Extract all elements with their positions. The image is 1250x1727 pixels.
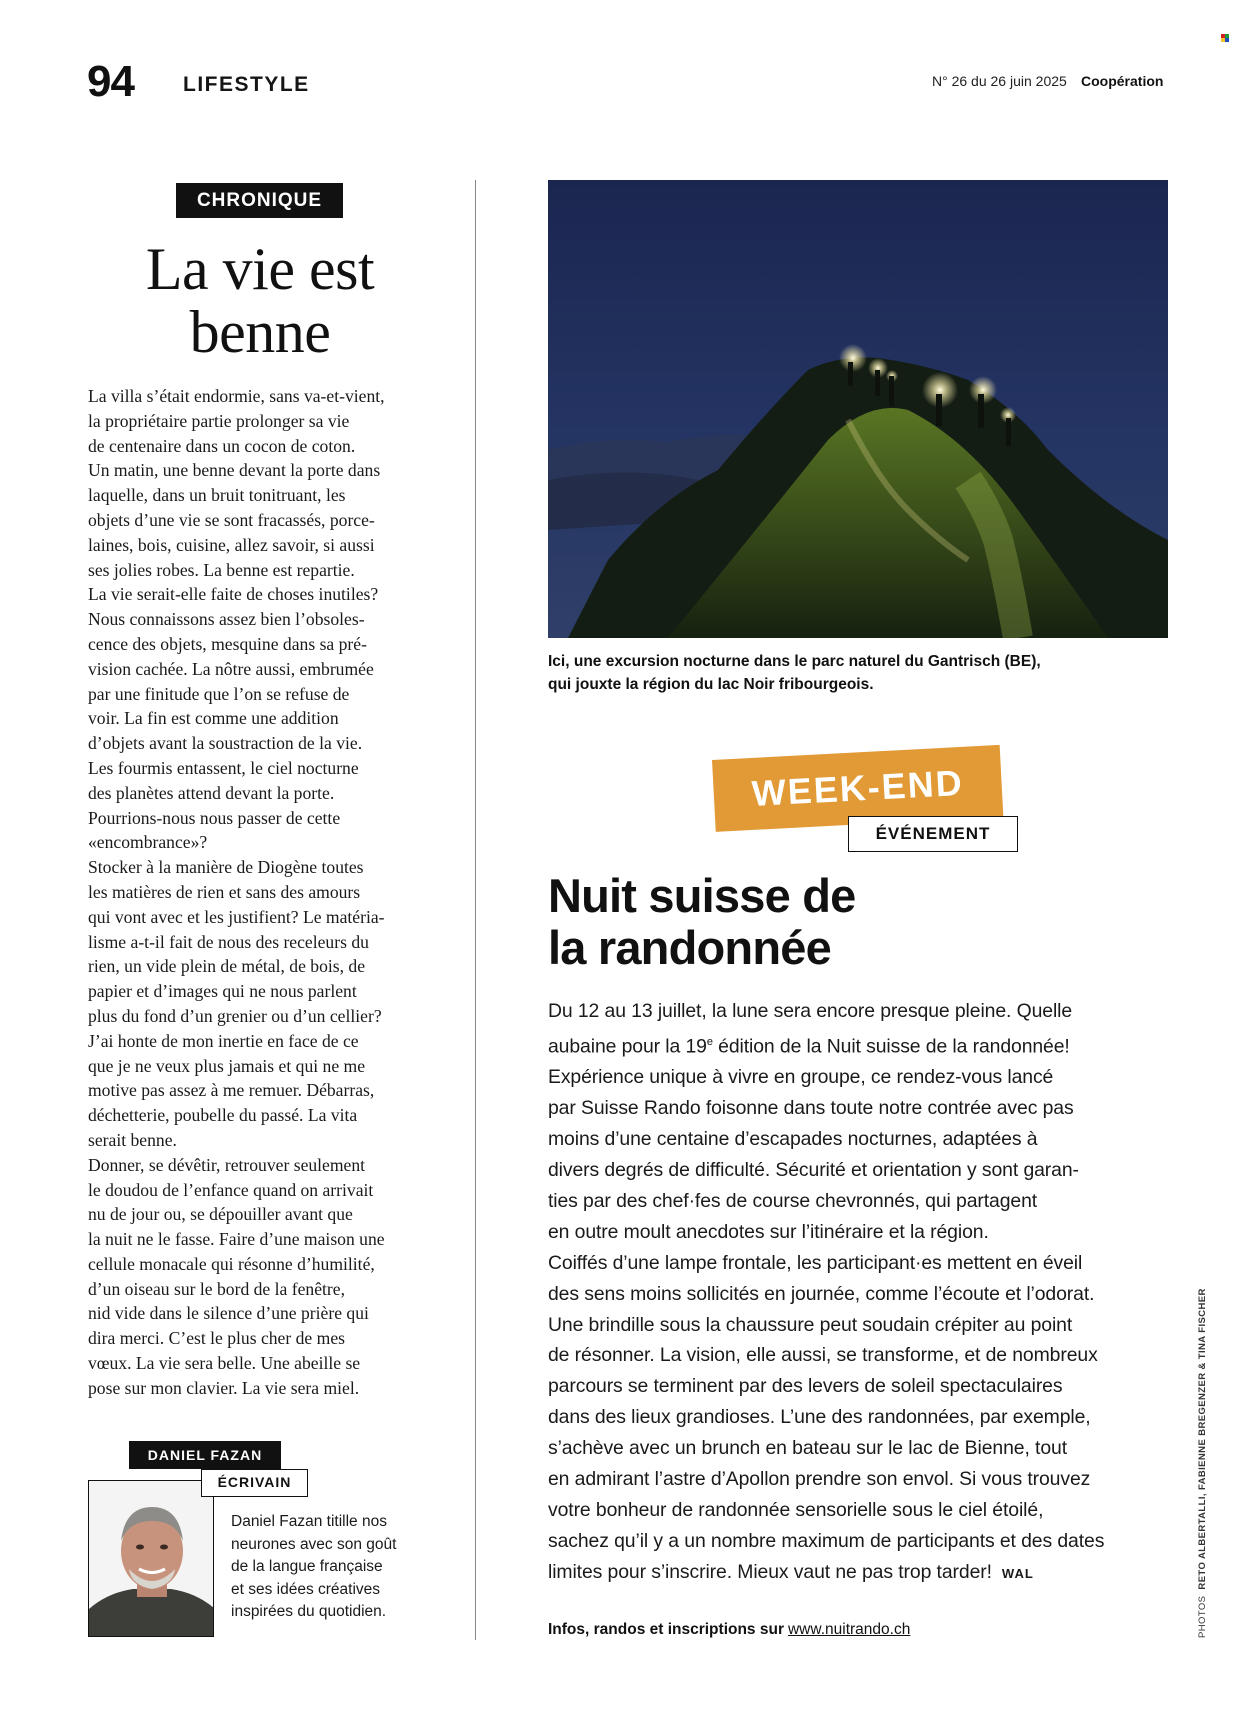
chronicle-body-line: déchetterie, poubelle du passé. La vita: [88, 1105, 358, 1126]
author-role: ÉCRIVAIN: [201, 1469, 308, 1497]
event-body-line: [548, 1557, 1168, 1588]
chronicle-body-line: plus du fond d’un grenier ou d’un cellier?: [88, 1005, 382, 1026]
chronicle-body-line: La villa s’était endormie, sans va-et-vient,: [88, 386, 385, 406]
infos-line: [548, 1622, 910, 1638]
event-body-line: dans des lieux grandioses. L’une des randonnées, par exemple,: [548, 1406, 1091, 1429]
section-name: LIFESTYLE: [183, 73, 310, 96]
night-hike-photo: [548, 180, 1168, 638]
event-body-line: moins d’une centaine d’escapades nocturnes, adaptées à: [548, 1128, 1038, 1151]
chronicle-body-line: J’ai honte de mon inertie en face de ce: [88, 1030, 359, 1051]
event-body-line: des sens moins sollicités en journée, comme l’écoute et l’odorat.: [548, 1282, 1095, 1305]
author-name: DANIEL FAZAN: [129, 1441, 281, 1469]
photo-caption-line: Ici, une excursion nocturne dans le parc naturel du Gantrisch (BE),: [548, 653, 1041, 670]
event-body-line: en outre moult anecdotes sur l’itinéraire et la région.: [548, 1220, 989, 1243]
chronicle-body-line: pose sur mon clavier. La vie sera miel.: [88, 1377, 360, 1398]
infos-link[interactable]: www.nuitrando.ch: [787, 1621, 911, 1638]
weekend-badge: WEEK-END: [712, 745, 1003, 832]
print-color-marks: [1221, 34, 1230, 42]
chronicle-body-line: nid vide dans le silence d’une prière qui: [88, 1303, 369, 1324]
event-body-line: Expérience unique à vivre en groupe, ce rendez-vous lancé: [548, 1066, 1054, 1089]
author-bio-line: de la langue française: [231, 1558, 383, 1576]
chronicle-body-line: La vie serait-elle faite de choses inutiles?: [88, 584, 379, 605]
event-body-line: Une brindille sous la chaussure peut soudain crépiter au point: [548, 1313, 1073, 1336]
chronicle-body-line: serait benne.: [88, 1129, 177, 1150]
chronicle-body-line: la nuit ne le fasse. Faire d’une maison une: [88, 1229, 385, 1250]
chronicle-body-line: Nous connaissons assez bien l’obsoles-: [88, 609, 365, 630]
night-hike-illustration: [548, 180, 1168, 638]
author-bio-line: inspirées du quotidien.: [231, 1603, 387, 1621]
chronicle-body-line: cellule monacale qui résonne d’humilité,: [88, 1253, 375, 1274]
chronicle-body-line: Stocker à la manière de Diogène toutes: [88, 857, 364, 878]
event-body-line: s’achève avec un brunch en bateau sur le lac de Bienne, tout: [548, 1437, 1067, 1460]
event-body-line: [548, 1027, 1168, 1062]
chronicle-body-line: qui vont avec et les justifient? Le matéria-: [88, 906, 385, 927]
author-bio-line: neurones avec son goût: [231, 1535, 397, 1553]
author-bio-line: Daniel Fazan titille nos: [231, 1513, 387, 1530]
page-number: 94: [87, 57, 134, 106]
chronicle-body-line: motive pas assez à me remuer. Débarras,: [88, 1080, 375, 1101]
chronicle-body-line: la propriétaire partie prolonger sa vie: [88, 410, 350, 431]
chronicle-body-line: Un matin, une benne devant la porte dans: [88, 460, 381, 481]
event-body-line: par Suisse Rando foisonne dans toute notre contrée avec pas: [548, 1097, 1074, 1120]
chronicle-body-line: par une finitude que l’on se refuse de: [88, 683, 350, 704]
chronicle-body-line: voir. La fin est comme une addition: [88, 708, 339, 729]
photo-caption: [548, 650, 1168, 696]
chronicle-body-line: vision cachée. La nôtre aussi, embrumée: [88, 658, 374, 679]
event-body: [548, 996, 1168, 1588]
event-body-line: Coiffés d’une lampe frontale, les participant·es mettent en éveil: [548, 1251, 1083, 1274]
event-body-text: aubaine pour la 19: [548, 1035, 707, 1058]
event-body-line: sachez qu’il y a un nombre maximum de participants et des dates: [548, 1529, 1105, 1552]
chronicle-body-line: papier et d’images qui ne nous parlent: [88, 981, 357, 1002]
chronicle-body-line: le doudou de l’enfance quand on arrivait: [88, 1179, 374, 1200]
author-portrait: [89, 1481, 214, 1637]
event-body-line: parcours se terminent par des levers de soleil spectaculaires: [548, 1375, 1063, 1398]
author-photo: [88, 1480, 214, 1637]
chronicle-body-line: cence des objets, mesquine dans sa pré-: [88, 633, 367, 654]
event-body-text: limites pour s’inscrire. Mieux vaut ne pas trop tarder!: [548, 1560, 992, 1583]
chronicle-body-line: nu de jour ou, se dépouiller avant que: [88, 1204, 353, 1225]
chronicle-body-line: lisme a-t-il fait de nous des receleurs du: [88, 931, 369, 952]
event-title: [548, 870, 1168, 974]
chronicle-body-line: que je ne veux plus jamais et qui ne me: [88, 1055, 366, 1076]
event-body-line: Du 12 au 13 juillet, la lune sera encore presque pleine. Quelle: [548, 1000, 1073, 1022]
chronicle-body-line: laines, bois, cuisine, allez savoir, si aussi: [88, 534, 375, 555]
chronicle-body-line: ses jolies robes. La benne est repartie.: [88, 559, 355, 580]
chronicle-body-line: des planètes attend devant la porte.: [88, 782, 335, 803]
event-body-text: édition de la Nuit suisse de la randonnée!: [712, 1035, 1070, 1058]
event-body-line: votre bonheur de randonnée sensorielle sous le ciel étoilé,: [548, 1498, 1044, 1521]
author-signature: WAL: [1001, 1565, 1034, 1581]
event-body-line: divers degrés de difficulté. Sécurité et orientation y sont garan-: [548, 1159, 1079, 1181]
chronicle-body-line: les matières de rien et sans des amours: [88, 881, 361, 902]
infos-label: Infos, randos et inscriptions sur: [548, 1621, 784, 1638]
event-body-line: de résonner. La vision, elle aussi, se transforme, et de nombreux: [548, 1344, 1098, 1367]
chronicle-body-line: Donner, se dévêtir, retrouver seulement: [88, 1154, 366, 1175]
event-body-line: en admirant l’astre d’Apollon prendre son envol. Si vous trouvez: [548, 1468, 1091, 1491]
chronicle-body-line: de centenaire dans un cocon de coton.: [88, 435, 356, 456]
ordinal-superscript: e: [706, 1035, 713, 1048]
chronicle-body: [88, 384, 433, 1401]
photo-credits-names: RETO ALBERTALLI, FABIENNE BREGENZER & TINA FISCHER: [1197, 1288, 1208, 1590]
chronicle-body-line: vœux. La vie sera belle. Une abeille se: [88, 1353, 361, 1374]
column-divider: [475, 180, 476, 1640]
author-bio-line: et ses idées créatives: [231, 1580, 381, 1598]
chronicle-body-line: d’objets avant la soustraction de la vie.: [88, 733, 363, 754]
issue-date: N° 26 du 26 juin 2025: [932, 73, 1067, 89]
chronicle-body-line: «encombrance»?: [88, 832, 208, 853]
chronicle-body-line: objets d’une vie se sont fracassés, porce-: [88, 509, 375, 530]
chronicle-title-line: La vie est: [145, 236, 375, 302]
event-category-badge: ÉVÉNEMENT: [848, 816, 1018, 852]
photo-credits-label: PHOTOS: [1197, 1595, 1208, 1638]
chronicle-body-line: Pourrions-nous nous passer de cette: [88, 807, 341, 828]
photo-caption-line: qui jouxte la région du lac Noir fribourgeois.: [548, 676, 874, 693]
chronicle-body-line: rien, un vide plein de métal, de bois, de: [88, 956, 366, 977]
event-body-line: ties par des chef·fes de course chevronnés, qui partagent: [548, 1189, 1038, 1212]
author-bio: [231, 1511, 431, 1624]
chronicle-title-line: benne: [189, 299, 331, 365]
chronicle-body-line: dira merci. C’est le plus cher de mes: [88, 1328, 345, 1349]
brand-name: Coopération: [1081, 73, 1164, 89]
event-title-line: la randonnée: [548, 921, 831, 974]
chronicle-badge: CHRONIQUE: [176, 183, 343, 218]
chronicle-title: [88, 238, 432, 364]
chronicle-body-line: laquelle, dans un bruit tonitruant, les: [88, 485, 346, 506]
photo-credits: [1198, 1288, 1208, 1638]
event-body-lines: [548, 1062, 1168, 1557]
chronicle-body-line: Les fourmis entassent, le ciel nocturne: [88, 757, 359, 778]
chronicle-body-line: d’un oiseau sur le bord de la fenêtre,: [88, 1278, 345, 1299]
event-title-line: Nuit suisse de: [548, 869, 856, 922]
